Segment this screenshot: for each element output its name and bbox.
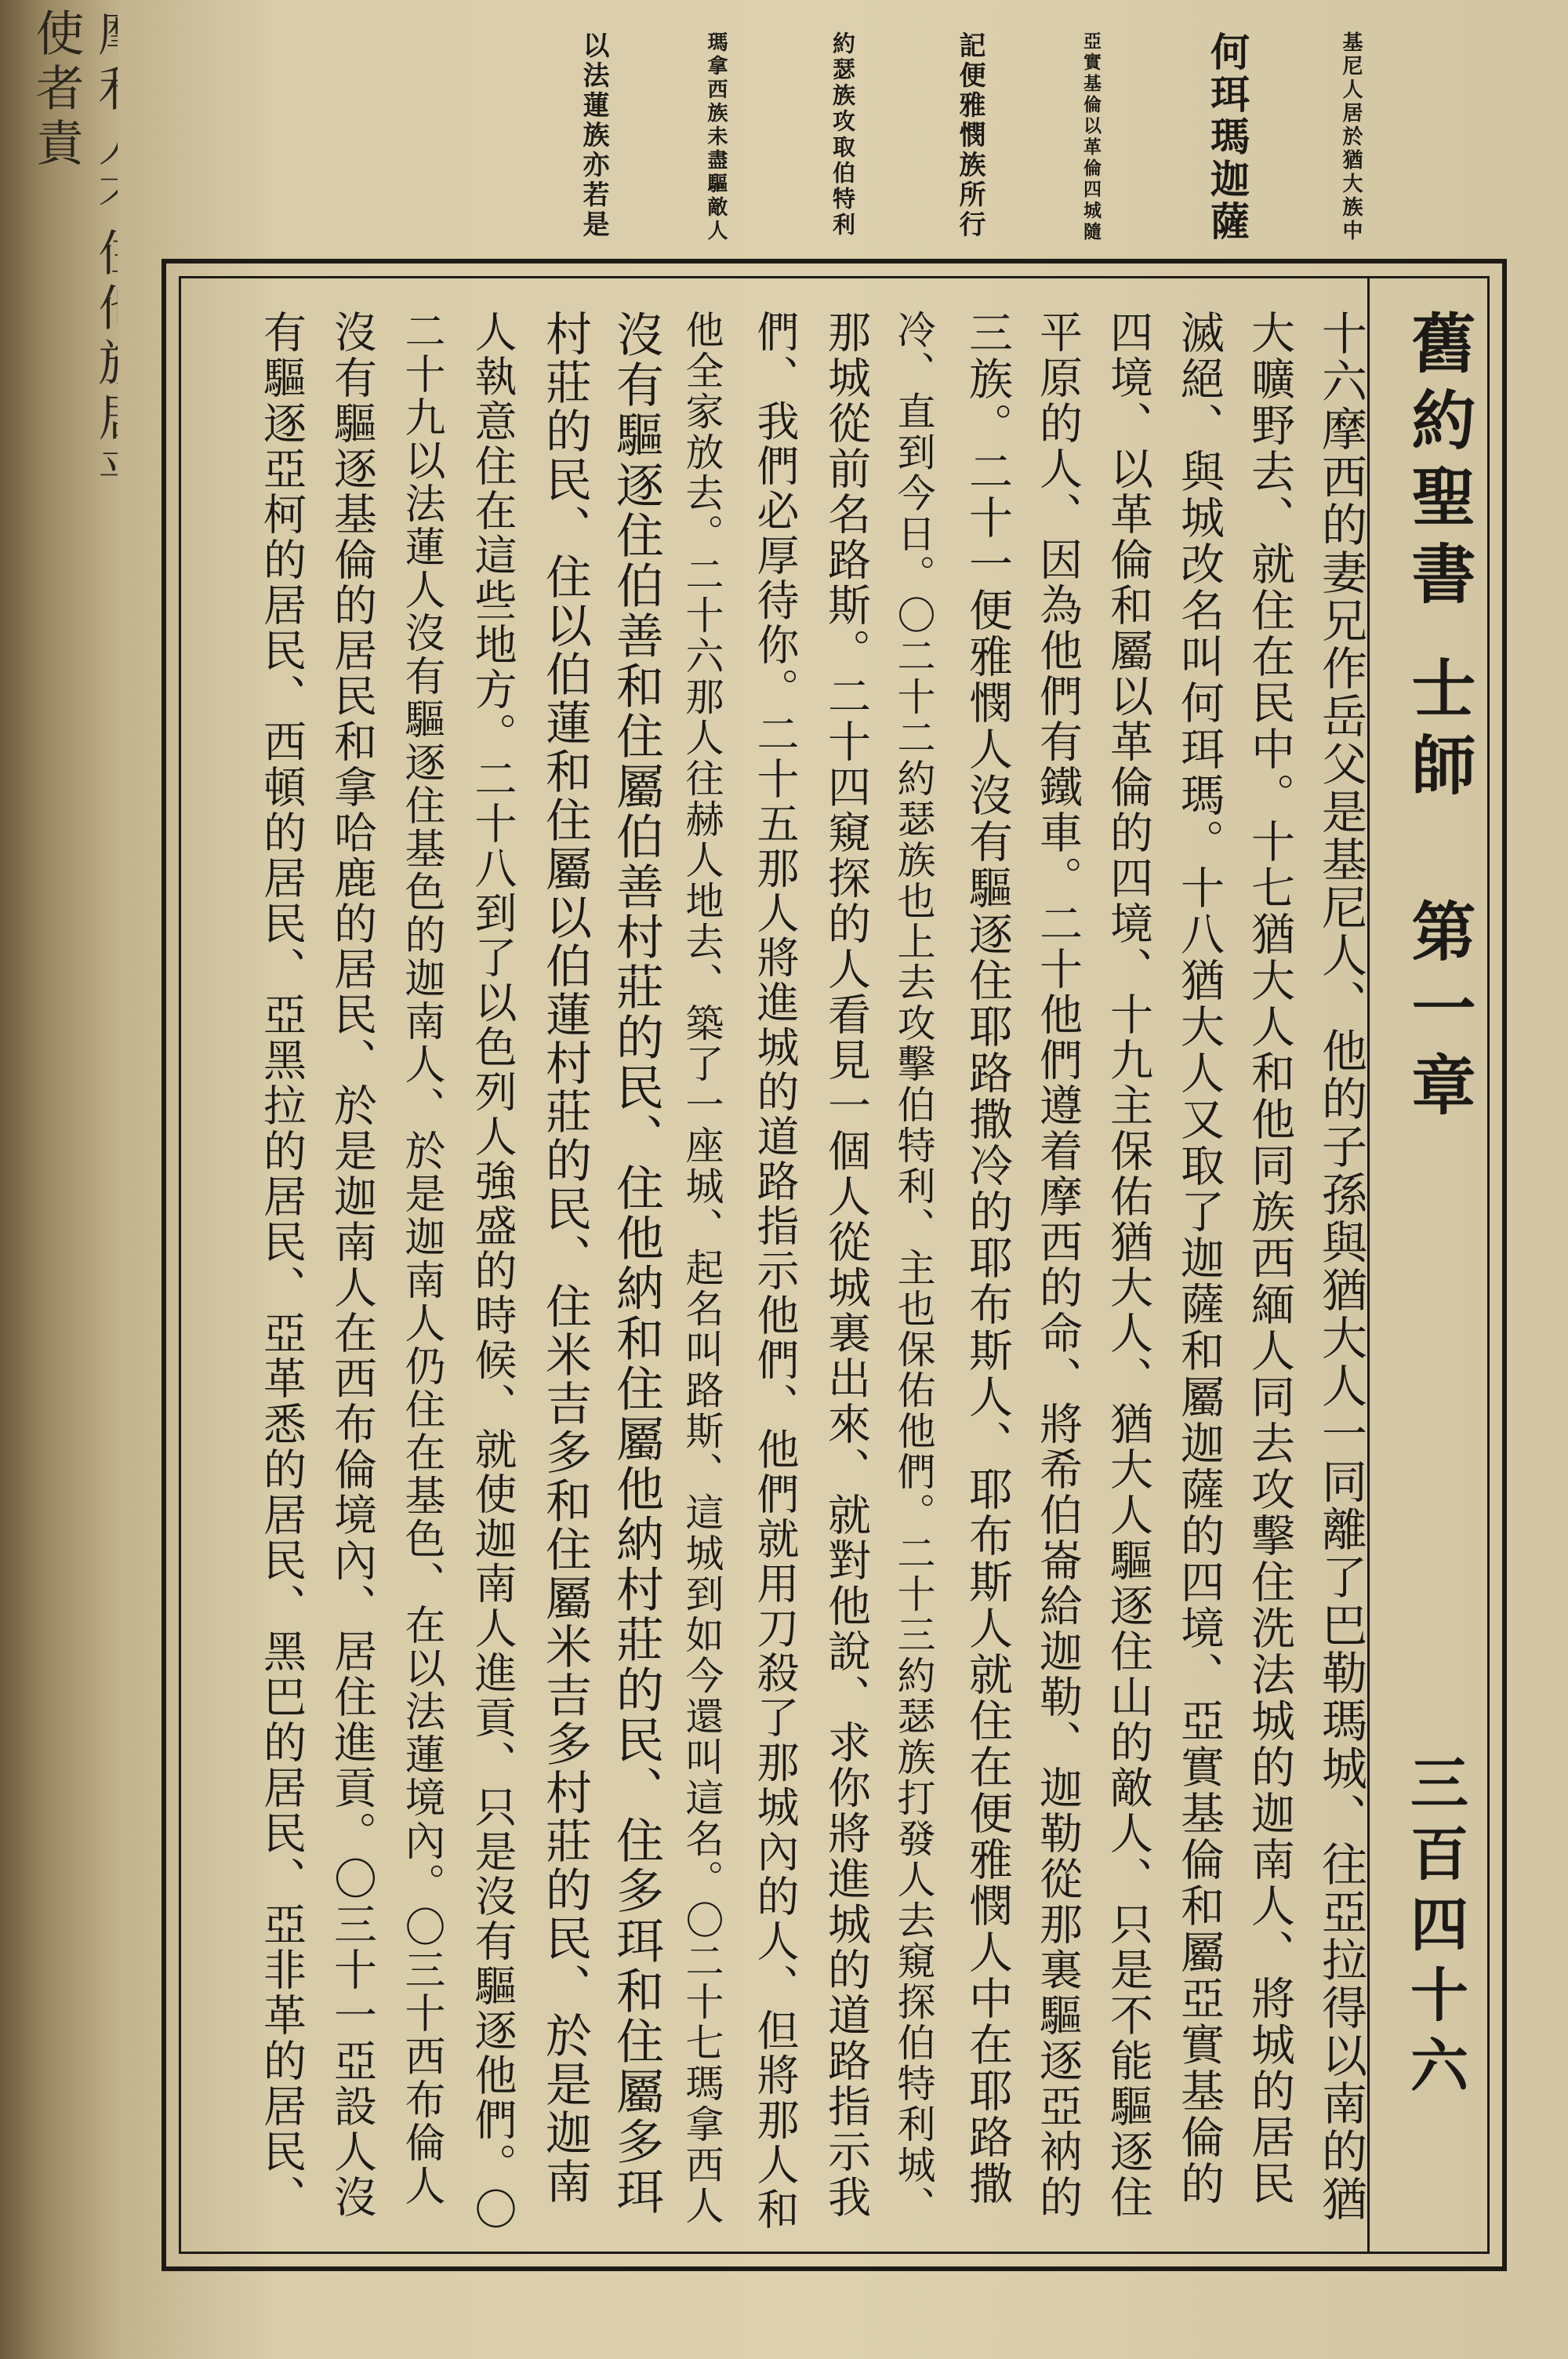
text-column: 那城從前名路斯。二十四窺探的人看見一個人從城裏出來、就對他說、求你將進城的道路指示我 xyxy=(821,310,871,2220)
text-column: 四境、以革倫和屬以革倫的四境、十九主保佑猶大人、猶大人驅逐住山的敵人、只是不能驅逐住 xyxy=(1103,310,1153,2220)
text-column: 人執意住在這些地方。二十八到了以色列人強盛的時候、就使迦南人進貢、只是沒有驅逐他們。〇 xyxy=(468,310,517,2232)
margin-note: 何珥瑪迦薩 xyxy=(1204,31,1250,243)
text-column: 二十九以法蓮人沒有驅逐住基色的迦南人、於是迦南人仍住在基色、在以法蓮境內。〇三十西布倫人 xyxy=(397,310,445,2208)
book-title: 舊約聖書 xyxy=(1401,310,1476,617)
margin-note: 瑪拿西族未盡驅敵人 xyxy=(704,31,728,243)
margin-note: 基尼人居於猶大族中 xyxy=(1339,31,1363,243)
margin-note: 亞實基倫以革倫四城隨 xyxy=(1080,31,1102,243)
book-name: 士師 xyxy=(1401,655,1476,809)
text-column: 平原的人、因為他們有鐵車。二十他們遵着摩西的命、將希伯崙給迦勒、迦勒從那裏驅逐亞衲的 xyxy=(1033,310,1083,2220)
text-column: 沒有驅逐住伯善和住屬伯善村莊的民、住他納和住屬他納村莊的民、住多珥和住屬多珥 xyxy=(608,310,664,2217)
chapter-label: 第一章 xyxy=(1401,898,1476,1129)
margin-note: 記便雅憫族所行 xyxy=(954,31,985,240)
text-column: 他全家放去。二十六那人往赫人地去、築了一座城、起名叫路斯、這城到如今還叫這名。〇二十七瑪拿西人 xyxy=(680,310,724,2226)
prev-page-column: 使者責 xyxy=(27,8,85,173)
text-column: 村莊的民、住以伯蓮和住屬以伯蓮村莊的民、住米吉多和住屬米吉多村莊的民、於是迦南 xyxy=(538,310,592,2206)
text-column: 大曠野去、就住在民中。十七猶大人和他同族西緬人同去攻擊住洗法城的迦南人、將城的居民 xyxy=(1244,310,1295,2207)
margin-note: 以法蓮族亦若是 xyxy=(578,31,609,240)
running-header xyxy=(1367,278,1487,2252)
text-column: 有驅逐亞柯的居民、西頓的居民、亞黑拉的居民、亞革悉的居民、黑巴的居民、亞非革的居民、 xyxy=(256,310,307,2220)
text-column: 冷、直到今日。〇二十二約瑟族也上去攻擊伯特利、主也保佑他們。二十三約瑟族打發人去窺探伯特利城、 xyxy=(891,310,936,2226)
text-frame xyxy=(162,259,1507,2271)
text-column: 滅絕、與城改名叫何珥瑪。十八猶大人又取了迦薩和屬迦薩的四境、亞實基倫和屬亞實基倫的 xyxy=(1174,310,1225,2207)
text-frame-inner xyxy=(179,276,1490,2254)
text-column: 三族。二十一便雅憫人沒有驅逐住耶路撒冷的耶布斯人、耶布斯人就住在便雅憫人中在耶路撒 xyxy=(962,310,1013,2207)
text-column: 十六摩西的妻兄作岳父是基尼人、他的子孫與猶大人一同離了巴勒瑪城、往亞拉得以南的猶 xyxy=(1314,310,1367,2223)
text-column: 們、我們必厚待你。二十五那人將進城的道路指示他們、他們就用刀殺了那城內的人、但將那人和 xyxy=(750,310,800,2232)
page-number: 三百四十六 xyxy=(1401,1753,1468,2106)
margin-note: 約瑟族攻取伯特利 xyxy=(829,31,856,238)
text-column: 沒有驅逐基倫的居民和拿哈鹿的居民、於是迦南人在西布倫境內、居住進貢。〇三十一亞設人沒 xyxy=(327,310,377,2220)
